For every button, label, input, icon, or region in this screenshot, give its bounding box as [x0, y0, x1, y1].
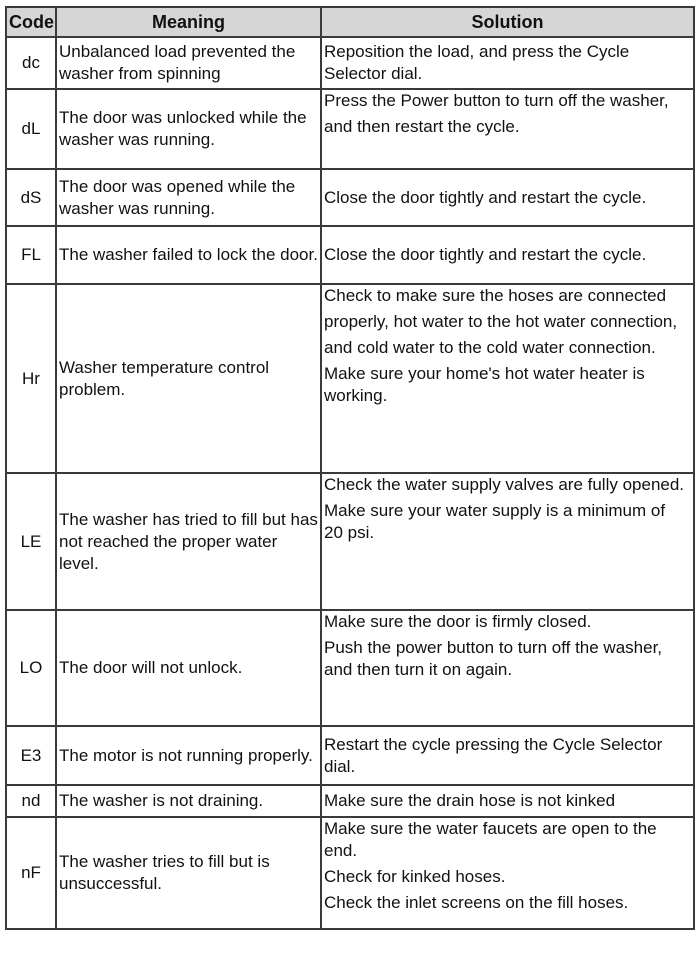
meaning-cell: Unbalanced load prevented the washer from spinning: [56, 37, 321, 89]
error-code-table: [5, 6, 695, 930]
meaning-cell: The door will not unlock.: [56, 610, 321, 726]
code-cell: E3: [6, 726, 56, 785]
solution-line: Make sure your water supply is a minimum of: [324, 501, 666, 520]
solution-line: Reposition the load, and press the Cycle Selector dial.: [324, 42, 630, 83]
code-cell: nd: [6, 785, 56, 817]
solution-line: Check for kinked hoses.: [324, 867, 506, 886]
solution-cell: [321, 284, 694, 473]
table-row: [6, 169, 694, 226]
meaning-cell: The washer is not draining.: [56, 785, 321, 817]
table-row: [6, 726, 694, 785]
solution-cell: [321, 169, 694, 226]
solution-line: Restart the cycle pressing the Cycle Selector dial.: [324, 734, 663, 776]
code-cell: LE: [6, 473, 56, 610]
meaning-cell: The washer failed to lock the door.: [56, 226, 321, 284]
header-solution: Solution: [321, 7, 694, 37]
solution-line: Make sure the door is firmly closed.: [324, 612, 592, 631]
solution-cell: [321, 817, 694, 929]
solution-line: Close the door tightly and restart the cycle.: [324, 245, 647, 264]
code-cell: nF: [6, 817, 56, 929]
solution-cell: [321, 726, 694, 785]
solution-line: Push the power button to turn off the washer,: [324, 638, 663, 657]
code-cell: LO: [6, 610, 56, 726]
table-row: [6, 817, 694, 929]
header-meaning: Meaning: [56, 7, 321, 37]
solution-line: Make sure the water faucets are open to the end.: [324, 819, 657, 860]
solution-line: properly, hot water to the hot water connection,: [324, 312, 678, 331]
header-code: Code: [6, 7, 56, 37]
code-cell: dL: [6, 89, 56, 169]
meaning-cell: The motor is not running properly.: [56, 726, 321, 785]
solution-line: and cold water to the cold water connection.: [324, 338, 656, 357]
solution-cell: [321, 473, 694, 610]
solution-line: Check the water supply valves are fully opened.: [324, 475, 685, 494]
code-cell: Hr: [6, 284, 56, 473]
meaning-cell: The door was unlocked while the washer was running.: [56, 89, 321, 169]
table-row: [6, 226, 694, 284]
meaning-cell: The washer tries to fill but is unsuccessful.: [56, 817, 321, 929]
solution-line: Close the door tightly and restart the cycle.: [324, 187, 647, 207]
solution-line: and then restart the cycle.: [324, 117, 520, 136]
table-row: [6, 785, 694, 817]
table-row: [6, 89, 694, 169]
solution-line: Press the Power button to turn off the washer,: [324, 91, 669, 110]
table-row: [6, 37, 694, 89]
solution-line: 20 psi.: [324, 523, 375, 542]
table-row: [6, 473, 694, 610]
header-row: [6, 7, 694, 37]
solution-line: and then turn it on again.: [324, 660, 513, 679]
solution-line: Make sure the drain hose is not kinked: [324, 791, 616, 810]
code-cell: dS: [6, 169, 56, 226]
solution-cell: [321, 610, 694, 726]
meaning-cell: The door was opened while the washer was running.: [56, 169, 321, 226]
solution-cell: [321, 226, 694, 284]
solution-line: Check to make sure the hoses are connected: [324, 286, 667, 305]
meaning-cell: Washer temperature control problem.: [56, 284, 321, 473]
solution-cell: [321, 785, 694, 817]
solution-line: Make sure your home's hot water heater is working.: [324, 364, 645, 405]
solution-cell: [321, 89, 694, 169]
solution-line: Check the inlet screens on the fill hoses.: [324, 893, 629, 912]
solution-cell: [321, 37, 694, 89]
code-cell: dc: [6, 37, 56, 89]
table-row: [6, 284, 694, 473]
code-cell: FL: [6, 226, 56, 284]
meaning-cell: The washer has tried to fill but has not reached the proper water level.: [56, 473, 321, 610]
table-row: [6, 610, 694, 726]
